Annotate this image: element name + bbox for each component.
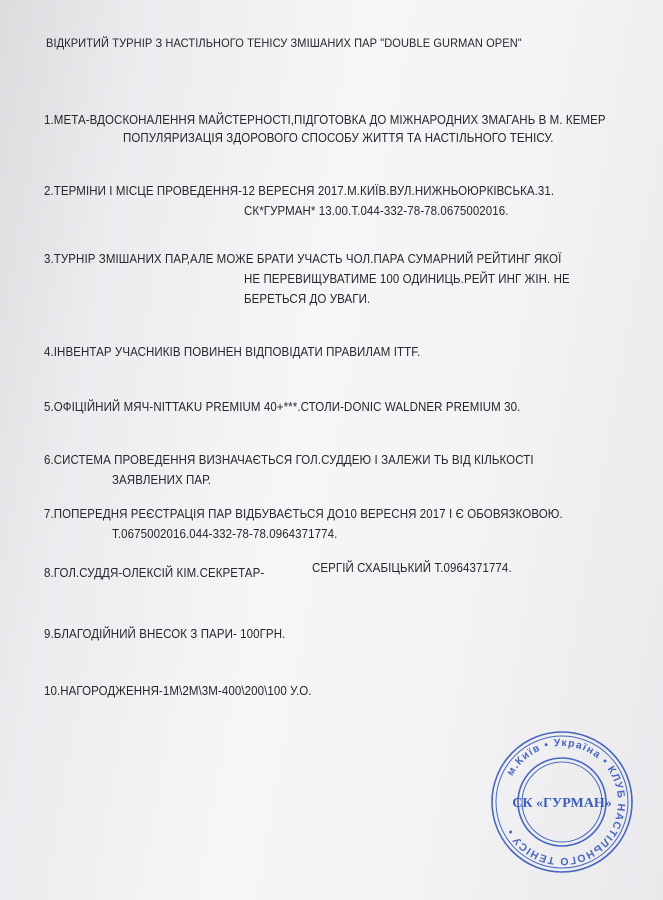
item-1-line-2: ПОПУЛЯРИЗАЦІЯ ЗДОРОВОГО СПОСОБУ ЖИТТЯ ТА НАСТІЛЬНОГО ТЕНІСУ. bbox=[123, 131, 554, 145]
item-3-line-2: НЕ ПЕРЕВИЩУВАТИМЕ 100 ОДИНИЦЬ.РЕЙТ ИНГ ЖІН. НЕ bbox=[244, 272, 570, 286]
club-stamp bbox=[488, 728, 636, 876]
item-3-line-3: БЕРЕТЬСЯ ДО УВАГИ. bbox=[244, 292, 371, 306]
item-8-line-1: 8.ГОЛ.СУДДЯ-ОЛЕКСІЙ КІМ.СЕКРЕТАР- bbox=[44, 566, 265, 580]
item-9-line-1: 9.БЛАГОДІЙНИЙ ВНЕСОК З ПАРИ- 100ГРН. bbox=[44, 627, 286, 641]
item-2-line-1: 2.ТЕРМІНИ І МІСЦЕ ПРОВЕДЕННЯ-12 ВЕРЕСНЯ 2017.М.КИЇВ.ВУЛ.НИЖНЬОЮРКІВСЬКА.31. bbox=[44, 184, 555, 198]
item-6-line-2: ЗАЯВЛЕНИХ ПАР. bbox=[112, 473, 212, 487]
item-7-line-1: 7.ПОПЕРЕДНЯ РЕЄСТРАЦІЯ ПАР ВІДБУВАЄТЬСЯ ДО10 ВЕРЕСНЯ 2017 І Є ОБОВЯЗКОВОЮ. bbox=[44, 507, 563, 521]
stamp-center-text: СК «ГУРМАН» bbox=[512, 796, 612, 811]
item-4-line-1: 4.ІНВЕНТАР УЧАСНИКІВ ПОВИНЕН ВІДПОВІДАТИ ПРАВИЛАМ ITTF. bbox=[44, 345, 421, 359]
item-10-line-1: 10.НАГОРОДЖЕННЯ-1М\2М\3М-400\200\100 У.О. bbox=[44, 684, 312, 698]
item-7-line-2: Т.0675002016.044-332-78-78.0964371774. bbox=[112, 527, 338, 541]
stamp-ring-text: м.Київ • Україна • КЛУБ НАСТІЛЬНОГО ТЕНІСУ • bbox=[504, 736, 628, 868]
item-1-line-1: 1.МЕТА-ВДОСКОНАЛЕННЯ МАЙСТЕРНОСТІ,ПІДГОТОВКА ДО МІЖНАРОДНИХ ЗМАГАНЬ В М. КЕМЕР bbox=[44, 113, 606, 127]
item-3-line-1: 3.ТУРНІР ЗМІШАНИХ ПАР,АЛЕ МОЖЕ БРАТИ УЧАСТЬ ЧОЛ.ПАРА СУМАРНИЙ РЕЙТИНГ ЯКОЇ bbox=[44, 252, 562, 266]
item-6-line-1: 6.СИСТЕМА ПРОВЕДЕННЯ ВИЗНАЧАЄТЬСЯ ГОЛ.СУДДЕЮ І ЗАЛЕЖИ ТЬ ВІД КІЛЬКОСТІ bbox=[44, 453, 534, 467]
item-2-line-2: СК*ГУРМАН* 13.00.Т.044-332-78-78.0675002016. bbox=[244, 204, 509, 218]
document-title: ВІДКРИТИЙ ТУРНІР З НАСТІЛЬНОГО ТЕНІСУ ЗМІШАНИХ ПАР "DOUBLE GURMAN OPEN" bbox=[46, 36, 522, 50]
item-5-line-1: 5.ОФІЦІЙНИЙ МЯЧ-NITTAKU PREMIUM 40+***.СТОЛИ-DONIC WALDNER PREMIUM 30. bbox=[44, 400, 521, 414]
item-8-line-2: СЕРГІЙ СХАБІЦЬКИЙ Т.0964371774. bbox=[312, 561, 512, 575]
